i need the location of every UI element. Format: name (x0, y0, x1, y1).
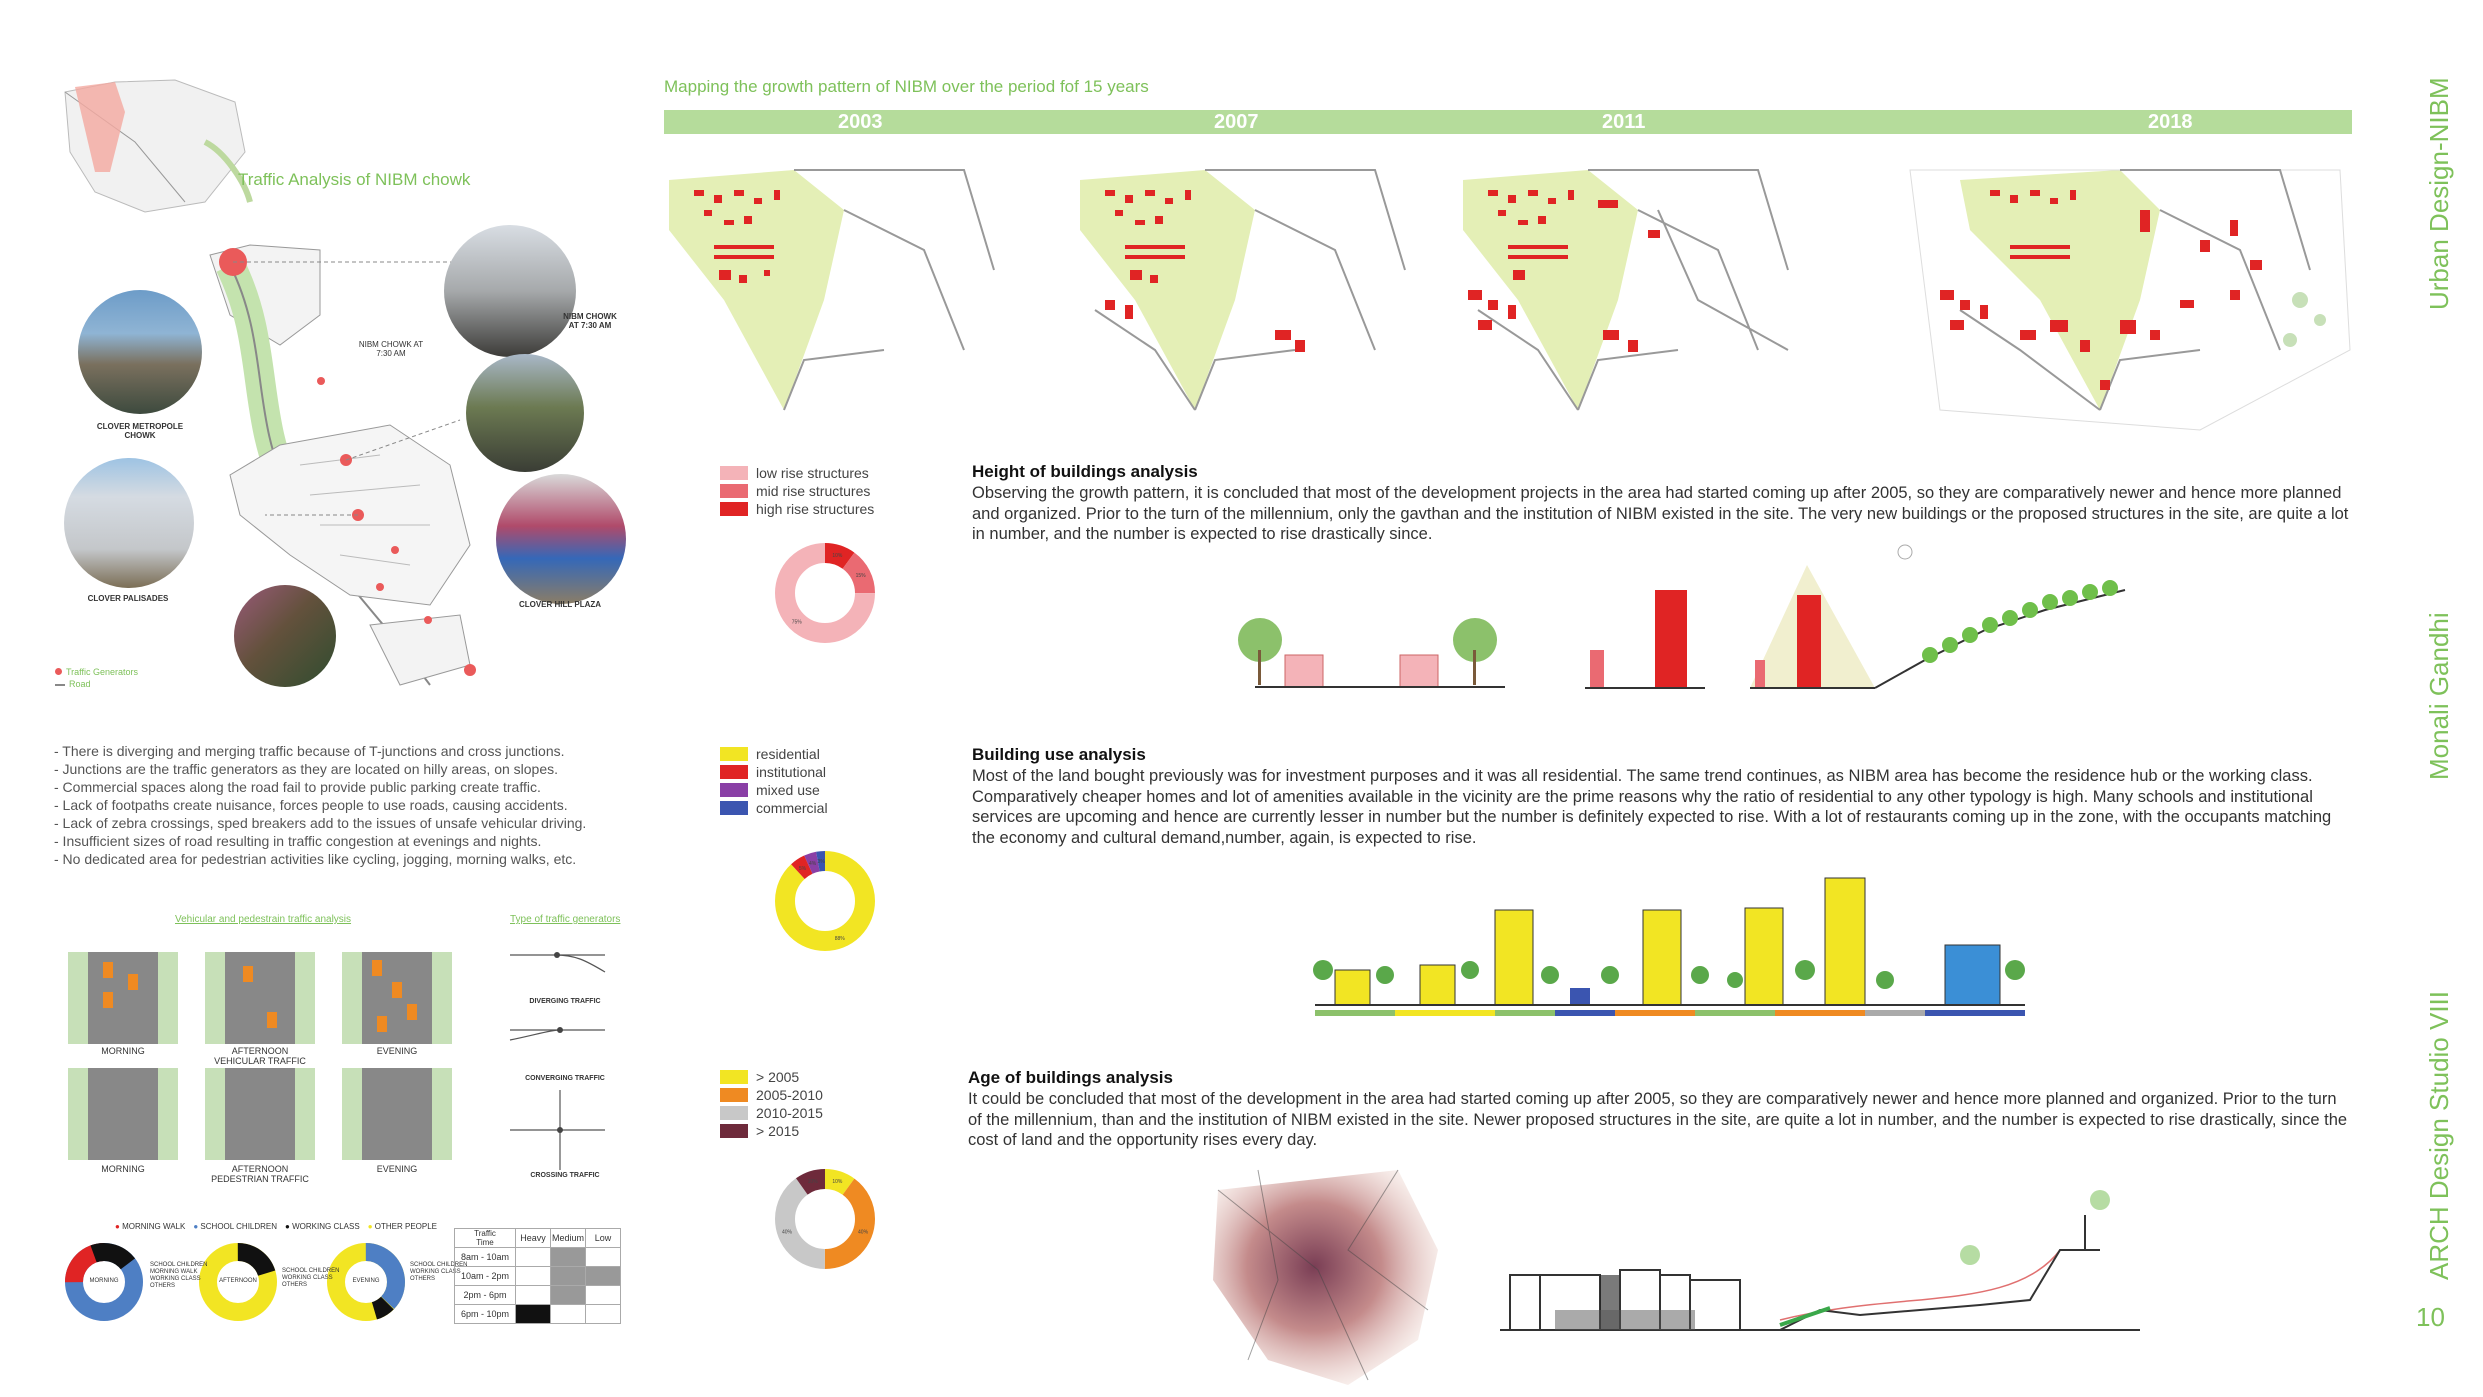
side-label: SCHOOL CHILDREN (282, 1268, 340, 1274)
legend-item: institutional (720, 763, 828, 781)
generator-label-diverging: DIVERGING TRAFFIC (529, 998, 601, 1005)
legend-item: residential (720, 745, 828, 763)
people-legend-item: ● SCHOOL CHILDREN (193, 1222, 278, 1231)
vehicular-label-evening: EVENING (376, 1046, 418, 1056)
use-heading: Building use analysis (972, 745, 1146, 764)
generator-types-title: Type of traffic generators (510, 914, 621, 925)
legend-swatch (720, 1070, 748, 1084)
vehicular-label-afternoon: AFTERNOON VEHICULAR TRAFFIC (214, 1046, 306, 1066)
legend-swatch (720, 502, 748, 516)
legend-road: Road (55, 678, 138, 690)
age-heading: Age of buildings analysis (968, 1068, 1173, 1087)
donut-label-morning: MORNING (89, 1278, 119, 1284)
legend-swatch (720, 1106, 748, 1120)
legend-item: high rise structures (720, 500, 874, 518)
people-legend-item: ● MORNING WALK (115, 1222, 186, 1231)
bullet-item: - Insufficient sizes of road resulting in traffic congestion at evenings and nights. (54, 833, 542, 849)
side-title-top: Urban Design-NIBM (2424, 77, 2454, 310)
page-number: 10 (2416, 1302, 2445, 1332)
use-donut-slice-label: 4% (809, 860, 817, 867)
photo-street (234, 585, 336, 687)
side-label: OTHERS (282, 1282, 308, 1288)
photo-nibm-chowk-morning (444, 225, 576, 357)
legend-item: commercial (720, 799, 828, 817)
growth-title: Mapping the growth pattern of NIBM over the period fof 15 years (664, 77, 1149, 96)
side-label: MORNING WALK (150, 1269, 198, 1275)
photo-clover-palisades (64, 458, 194, 588)
blue-dot-icon: ● (193, 1222, 199, 1231)
traffic-legend (55, 666, 138, 690)
traffic-generator-diagrams (505, 940, 615, 1180)
legend-item: > 2005 (720, 1068, 823, 1086)
use-donut (770, 846, 880, 956)
age-legend (720, 1068, 823, 1140)
table-corner: Traffic Time (455, 1229, 516, 1248)
table-row: 10am - 2pm (455, 1267, 621, 1286)
side-label: SCHOOL CHILDREN (150, 1262, 208, 1268)
black-dot-icon: ● (285, 1222, 290, 1231)
table-header: Heavy (516, 1229, 551, 1248)
legend-item: > 2015 (720, 1122, 823, 1140)
age-donut-slice-label: 10% (832, 1178, 843, 1185)
donut-label-evening: EVENING (352, 1278, 380, 1284)
street-diagram (68, 952, 178, 1044)
side-title-middle: Monali Gandhi (2424, 612, 2454, 780)
people-legend-item: ● OTHER PEOPLE (367, 1222, 438, 1231)
age-map (1198, 1160, 1458, 1390)
table-header: Low (586, 1229, 621, 1248)
pedestrian-label-evening: EVENING (376, 1164, 418, 1174)
photo-label-metropole: CLOVER METROPOLE CHOWK (96, 422, 184, 440)
photo-label-palisades: CLOVER PALISADES (87, 594, 169, 603)
height-heading: Height of buildings analysis (972, 462, 1198, 481)
side-label: WORKING CLASS (410, 1269, 461, 1275)
height-donut-slice-label: 15% (855, 572, 866, 579)
legend-swatch (720, 747, 748, 761)
table-header: Medium (551, 1229, 586, 1248)
vehicular-label-morning: MORNING (101, 1046, 145, 1056)
side-label: OTHERS (150, 1283, 176, 1289)
legend-swatch (720, 765, 748, 779)
table-row: 6pm - 10pm (455, 1305, 621, 1324)
table-row: 8am - 10am (455, 1248, 621, 1267)
bullet-item: - Lack of footpaths create nuisance, forces people to use roads, causing accidents. (54, 797, 568, 813)
table-row: 2pm - 6pm (455, 1286, 621, 1305)
vehicular-analysis-title: Vehicular and pedestrain traffic analysis (175, 914, 352, 925)
legend-swatch (720, 466, 748, 480)
key-map (55, 72, 255, 217)
photo-clover-metropole (78, 290, 202, 414)
side-label: WORKING CLASS (282, 1275, 333, 1281)
side-label: WORKING CLASS (150, 1276, 201, 1282)
year-2007: 2007 (1214, 111, 1259, 133)
use-text: Most of the land bought previously was for investment purposes and it was all residential. The same trend continues, as NIBM area has become the residence hub or the working class. Comparatively cheaper homes and lot of amenities available in the vicinity are the prime reasons why the ratio of residential to any other typology is high. Many schools and institutional services are upcoming and hence are currently lesser in number but the number is definitely expected to rise. With a lot of restaurants coming up in the zone, with the occupants matching the economy and cultural demand,number, again, is expected to rise. (972, 767, 2332, 847)
legend-item: mid rise structures (720, 482, 874, 500)
height-donut (770, 538, 880, 648)
use-illustration (1305, 870, 2035, 1020)
legend-item: low rise structures (720, 464, 874, 482)
height-legend (720, 464, 874, 518)
year-2018: 2018 (2148, 111, 2193, 133)
generator-dot-icon (55, 668, 62, 675)
age-donut-slice-label: 10% (807, 1178, 818, 1185)
pedestrian-label-afternoon: AFTERNOON PEDESTRIAN TRAFFIC (211, 1164, 309, 1184)
growth-map-2011 (1458, 150, 1858, 430)
bullet-item: - There is diverging and merging traffic because of T-junctions and cross junctions. (54, 743, 565, 759)
street-diagram (68, 1068, 178, 1160)
age-donut-slice-label: 40% (858, 1229, 869, 1236)
use-donut-slice-label: 5% (798, 865, 807, 872)
bullet-item: - Lack of zebra crossings, sped breakers add to the issues of unsafe vehicular driving. (54, 815, 587, 831)
legend-traffic-generators: Traffic Generators (55, 666, 138, 678)
traffic-bullets (54, 742, 586, 868)
height-donut-slice-label: 75% (791, 619, 802, 626)
map-chowk-label: NIBM CHOWK AT 7:30 AM (358, 340, 424, 358)
traffic-time-table (454, 1228, 621, 1324)
growth-map-2007 (1075, 150, 1415, 430)
use-legend (720, 745, 828, 817)
road-line-icon (55, 684, 65, 686)
people-legend (115, 1222, 437, 1231)
year-2003: 2003 (838, 111, 883, 133)
legend-item: 2010-2015 (720, 1104, 823, 1122)
people-legend-item: ● WORKING CLASS (285, 1222, 360, 1231)
street-diagram (342, 1068, 452, 1160)
legend-swatch (720, 801, 748, 815)
traffic-title: Traffic Analysis of NIBM chowk (238, 170, 471, 189)
donut-side-labels-morning (150, 1262, 207, 1290)
donut-side-labels-afternoon (282, 1268, 339, 1289)
generator-label-crossing: CROSSING TRAFFIC (530, 1172, 600, 1179)
photo-label-clover-hill: CLOVER HILL PLAZA (518, 600, 602, 609)
legend-swatch (720, 484, 748, 498)
street-diagram (342, 952, 452, 1044)
red-dot-icon: ● (115, 1222, 120, 1231)
growth-map-2018 (1900, 150, 2360, 440)
donut-label-afternoon: AFTERNOON (219, 1278, 257, 1284)
age-section (1500, 1190, 2140, 1340)
side-label: OTHERS (410, 1276, 436, 1282)
use-donut-slice-label: 88% (834, 936, 845, 943)
year-bar (664, 110, 2352, 134)
side-title-bottom: ARCH Design Studio VIII (2424, 990, 2454, 1280)
legend-swatch (720, 1088, 748, 1102)
use-donut-slice (785, 861, 865, 941)
legend-item: mixed use (720, 781, 828, 799)
age-text: It could be concluded that most of the development in the area had started coming up after 2005, so they are comparatively newer and hence more planned and organized. Prior to the turn of the millennium, than and the institution of NIBM existed in the site. Newer proposed structures in the site, are quite a lot in number, and the number is expected to rise drastically, since the cost of land and the opportunity rises every day. (968, 1090, 2348, 1149)
age-donut-slice-label: 40% (781, 1229, 792, 1236)
side-label: SCHOOL CHILDREN (410, 1262, 468, 1268)
bullet-item: - Junctions are the traffic generators as they are located on hilly areas, on slopes. (54, 761, 559, 777)
growth-map-2003 (664, 150, 1004, 430)
use-donut-slice-label: 3% (817, 859, 825, 866)
bullet-item: - No dedicated area for pedestrian activities like cycling, jogging, morning walks, etc. (54, 851, 577, 867)
height-text: Observing the growth pattern, it is concluded that most of the development projects in the area had started coming up after 2005, so they are comparatively newer and hence more planned and organized. Prior to the turn of the millennium, only the gavthan and the institution of NIBM existed in the site. The very new buildings or the proposed structures in the site, are quite a lot in number, and the number is expected to rise drastically since. (972, 484, 2349, 543)
street-diagram (205, 952, 315, 1044)
bullet-item: - Commercial spaces along the road fail to provide public parking create traffic. (54, 779, 541, 795)
photo-label-nibm-chowk: NIBM CHOWK AT 7:30 AM (563, 312, 617, 330)
legend-item: 2005-2010 (720, 1086, 823, 1104)
legend-swatch (720, 783, 748, 797)
height-illustration (1225, 540, 2145, 710)
generator-label-converging: CONVERGING TRAFFIC (525, 1075, 605, 1082)
year-2011: 2011 (1602, 111, 1646, 133)
pedestrian-label-morning: MORNING (101, 1164, 145, 1174)
yellow-dot-icon: ● (367, 1222, 373, 1231)
legend-swatch (720, 1124, 748, 1138)
photo-nibm-chowk-evening (466, 354, 584, 472)
height-donut-slice-label: 10% (832, 552, 843, 559)
street-diagram (205, 1068, 315, 1160)
photo-clover-hill-plaza (496, 474, 626, 604)
age-donut (770, 1164, 880, 1274)
